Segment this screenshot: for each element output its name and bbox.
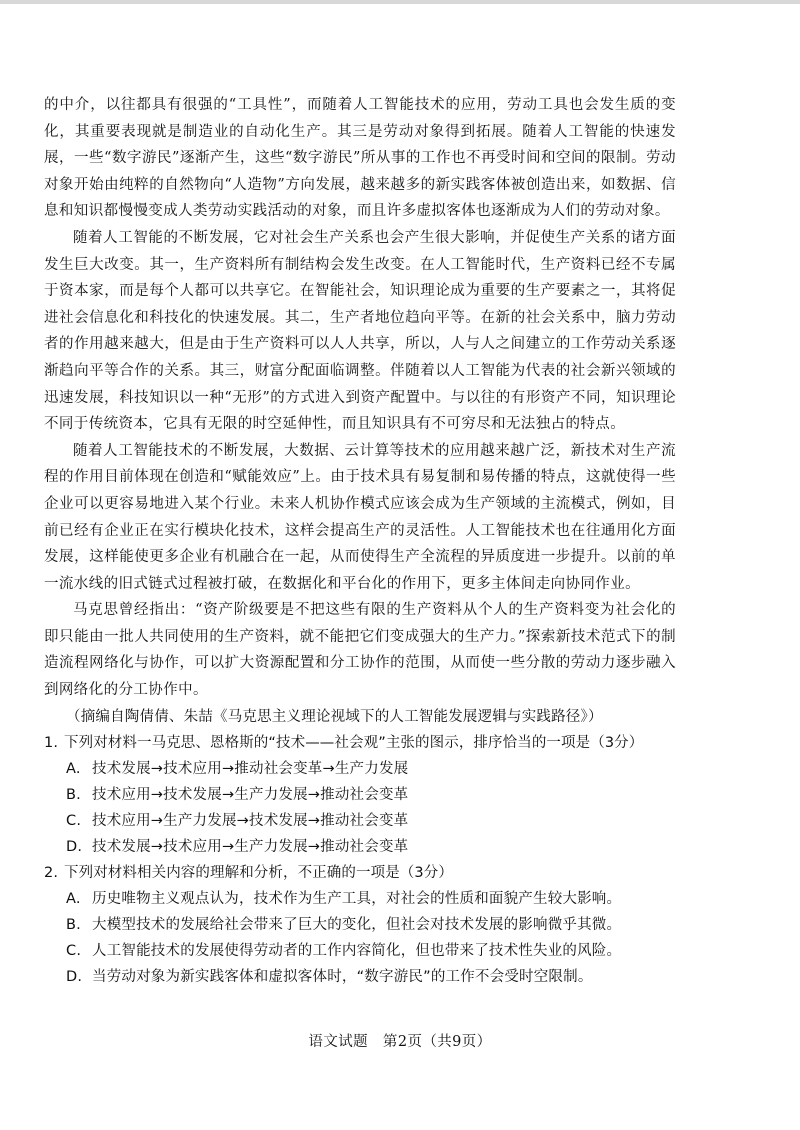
option-text: 技术发展→技术应用→推动社会变革→生产力发展 <box>92 761 409 778</box>
question-2 <box>44 860 676 990</box>
exam-page-body <box>44 92 676 990</box>
answer-option-c <box>66 808 676 834</box>
option-key: B. <box>66 787 81 804</box>
option-key: A. <box>66 761 81 778</box>
answer-option-d <box>66 834 676 860</box>
answer-option-b <box>66 912 676 938</box>
passage-source-citation: （摘编自陶倩倩、朱喆《马克思主义理论视域下的人工智能发展逻辑与实践路径》） <box>66 708 603 725</box>
option-key: D. <box>66 839 83 856</box>
option-key: C. <box>66 813 82 830</box>
option-text: 大模型技术的发展给社会带来了巨大的变化，但社会对技术发展的影响微乎其微。 <box>92 917 622 934</box>
page-footer: 语文试题 第2页（共9页） <box>308 1034 492 1050</box>
passage-paragraph: 马克思曾经指出：“资产阶级要是不把这些有限的生产资料从个人的生产资料变为社会化的即只能由一批人共同使用的生产资料，就不能把它们变成强大的生产力。”探索新技术范式下的制造流程网络化与协作，可以扩大资源配置和分工协作的范围，从而使一些分散的劳动力逐步融入到网络化的分工协作中。 <box>44 602 676 699</box>
option-key: D. <box>66 969 83 986</box>
question-stem <box>44 730 676 756</box>
option-text: 历史唯物主义观点认为，技术作为生产工具，对社会的性质和面貌产生较大影响。 <box>92 891 622 908</box>
option-text: 技术发展→技术应用→生产力发展→推动社会变革 <box>92 839 409 856</box>
option-key: C. <box>66 943 82 960</box>
answer-option-a <box>66 756 676 782</box>
answer-option-c <box>66 938 676 964</box>
answer-option-d <box>66 964 676 990</box>
option-text: 技术应用→技术发展→生产力发展→推动社会变革 <box>92 787 409 804</box>
option-text: 人工智能技术的发展使得劳动者的工作内容简化，但也带来了技术性失业的风险。 <box>92 943 622 960</box>
option-key: B. <box>66 917 81 934</box>
option-text: 技术应用→生产力发展→技术发展→推动社会变革 <box>92 813 409 830</box>
passage-paragraph: 随着人工智能的不断发展，它对社会生产关系也会产生很大影响，并促使生产关系的诸方面发生巨大改变。其一，生产资料所有制结构会发生改变。在人工智能时代，生产资料已经不专属于资本家，而是每个人都可以共享它。在智能社会，知识理论成为重要的生产要素之一，其将促进社会信息化和科技化的快速发展。其二，生产者地位趋向平等。在新的社会关系中，脑力劳动者的作用越来越大，但是由于生产资料可以人人共享，所以，人与人之间建立的工作劳动关系逐渐趋向平等合作的关系。其三，财富分配面临调整。伴随着以人工智能为代表的社会新兴领域的迅速发展，科技知识以一种“无形”的方式进入到资产配置中。与以往的有形资产不同，知识理论不同于传统资本，它具有无限的时空延伸性，而且知识具有不可穷尽和无法独占的特点。 <box>44 229 676 433</box>
top-edge-rule <box>0 0 800 4</box>
question-number: 2. <box>44 865 59 882</box>
option-text: 当劳动对象为新实践客体和虚拟客体时，“数字游民”的工作不会受时空限制。 <box>92 969 593 986</box>
answer-option-b <box>66 782 676 808</box>
question-1 <box>44 730 676 860</box>
answer-option-a <box>66 886 676 912</box>
passage-paragraph-continued: 的中介，以往都具有很强的“工具性”，而随着人工智能技术的应用，劳动工具也会发生质的变化，其重要表现就是制造业的自动化生产。其三是劳动对象得到拓展。随着人工智能的快速发展，一些“数字游民”逐渐产生，这些“数字游民”所从事的工作也不再受时间和空间的限制。劳动对象开始由纯粹的自然物向“人造物”方向发展，越来越多的新实践客体被创造出来，如数据、信息和知识都慢慢变成人类劳动实践活动的对象，而且许多虚拟客体也逐渐成为人们的劳动对象。 <box>44 97 676 220</box>
question-text: 下列对材料一马克思、恩格斯的“技术——社会观”主张的图示，排序恰当的一项是（3分） <box>64 735 644 752</box>
passage-paragraph: 随着人工智能技术的不断发展，大数据、云计算等技术的应用越来越广泛，新技术对生产流程的作用目前体现在创造和“赋能效应”上。由于技术具有易复制和易传播的特点，这就使得一些企业可以更容易地进入某个行业。未来人机协作模式应该会成为生产领域的主流模式，例如，目前已经有企业正在实行模块化技术，这样会提高生产的灵活性。人工智能技术也在往通用化方面发展，这样能使更多企业有机融合在一起，从而使得生产全流程的异质度进一步提升。以前的单一流水线的旧式链式过程被打破，在数据化和平台化的作用下，更多主体间走向协同作业。 <box>44 442 676 592</box>
question-text: 下列对材料相关内容的理解和分析，不正确的一项是（3分） <box>64 865 453 882</box>
option-key: A. <box>66 891 81 908</box>
question-stem <box>44 860 676 886</box>
question-number: 1. <box>44 735 59 752</box>
